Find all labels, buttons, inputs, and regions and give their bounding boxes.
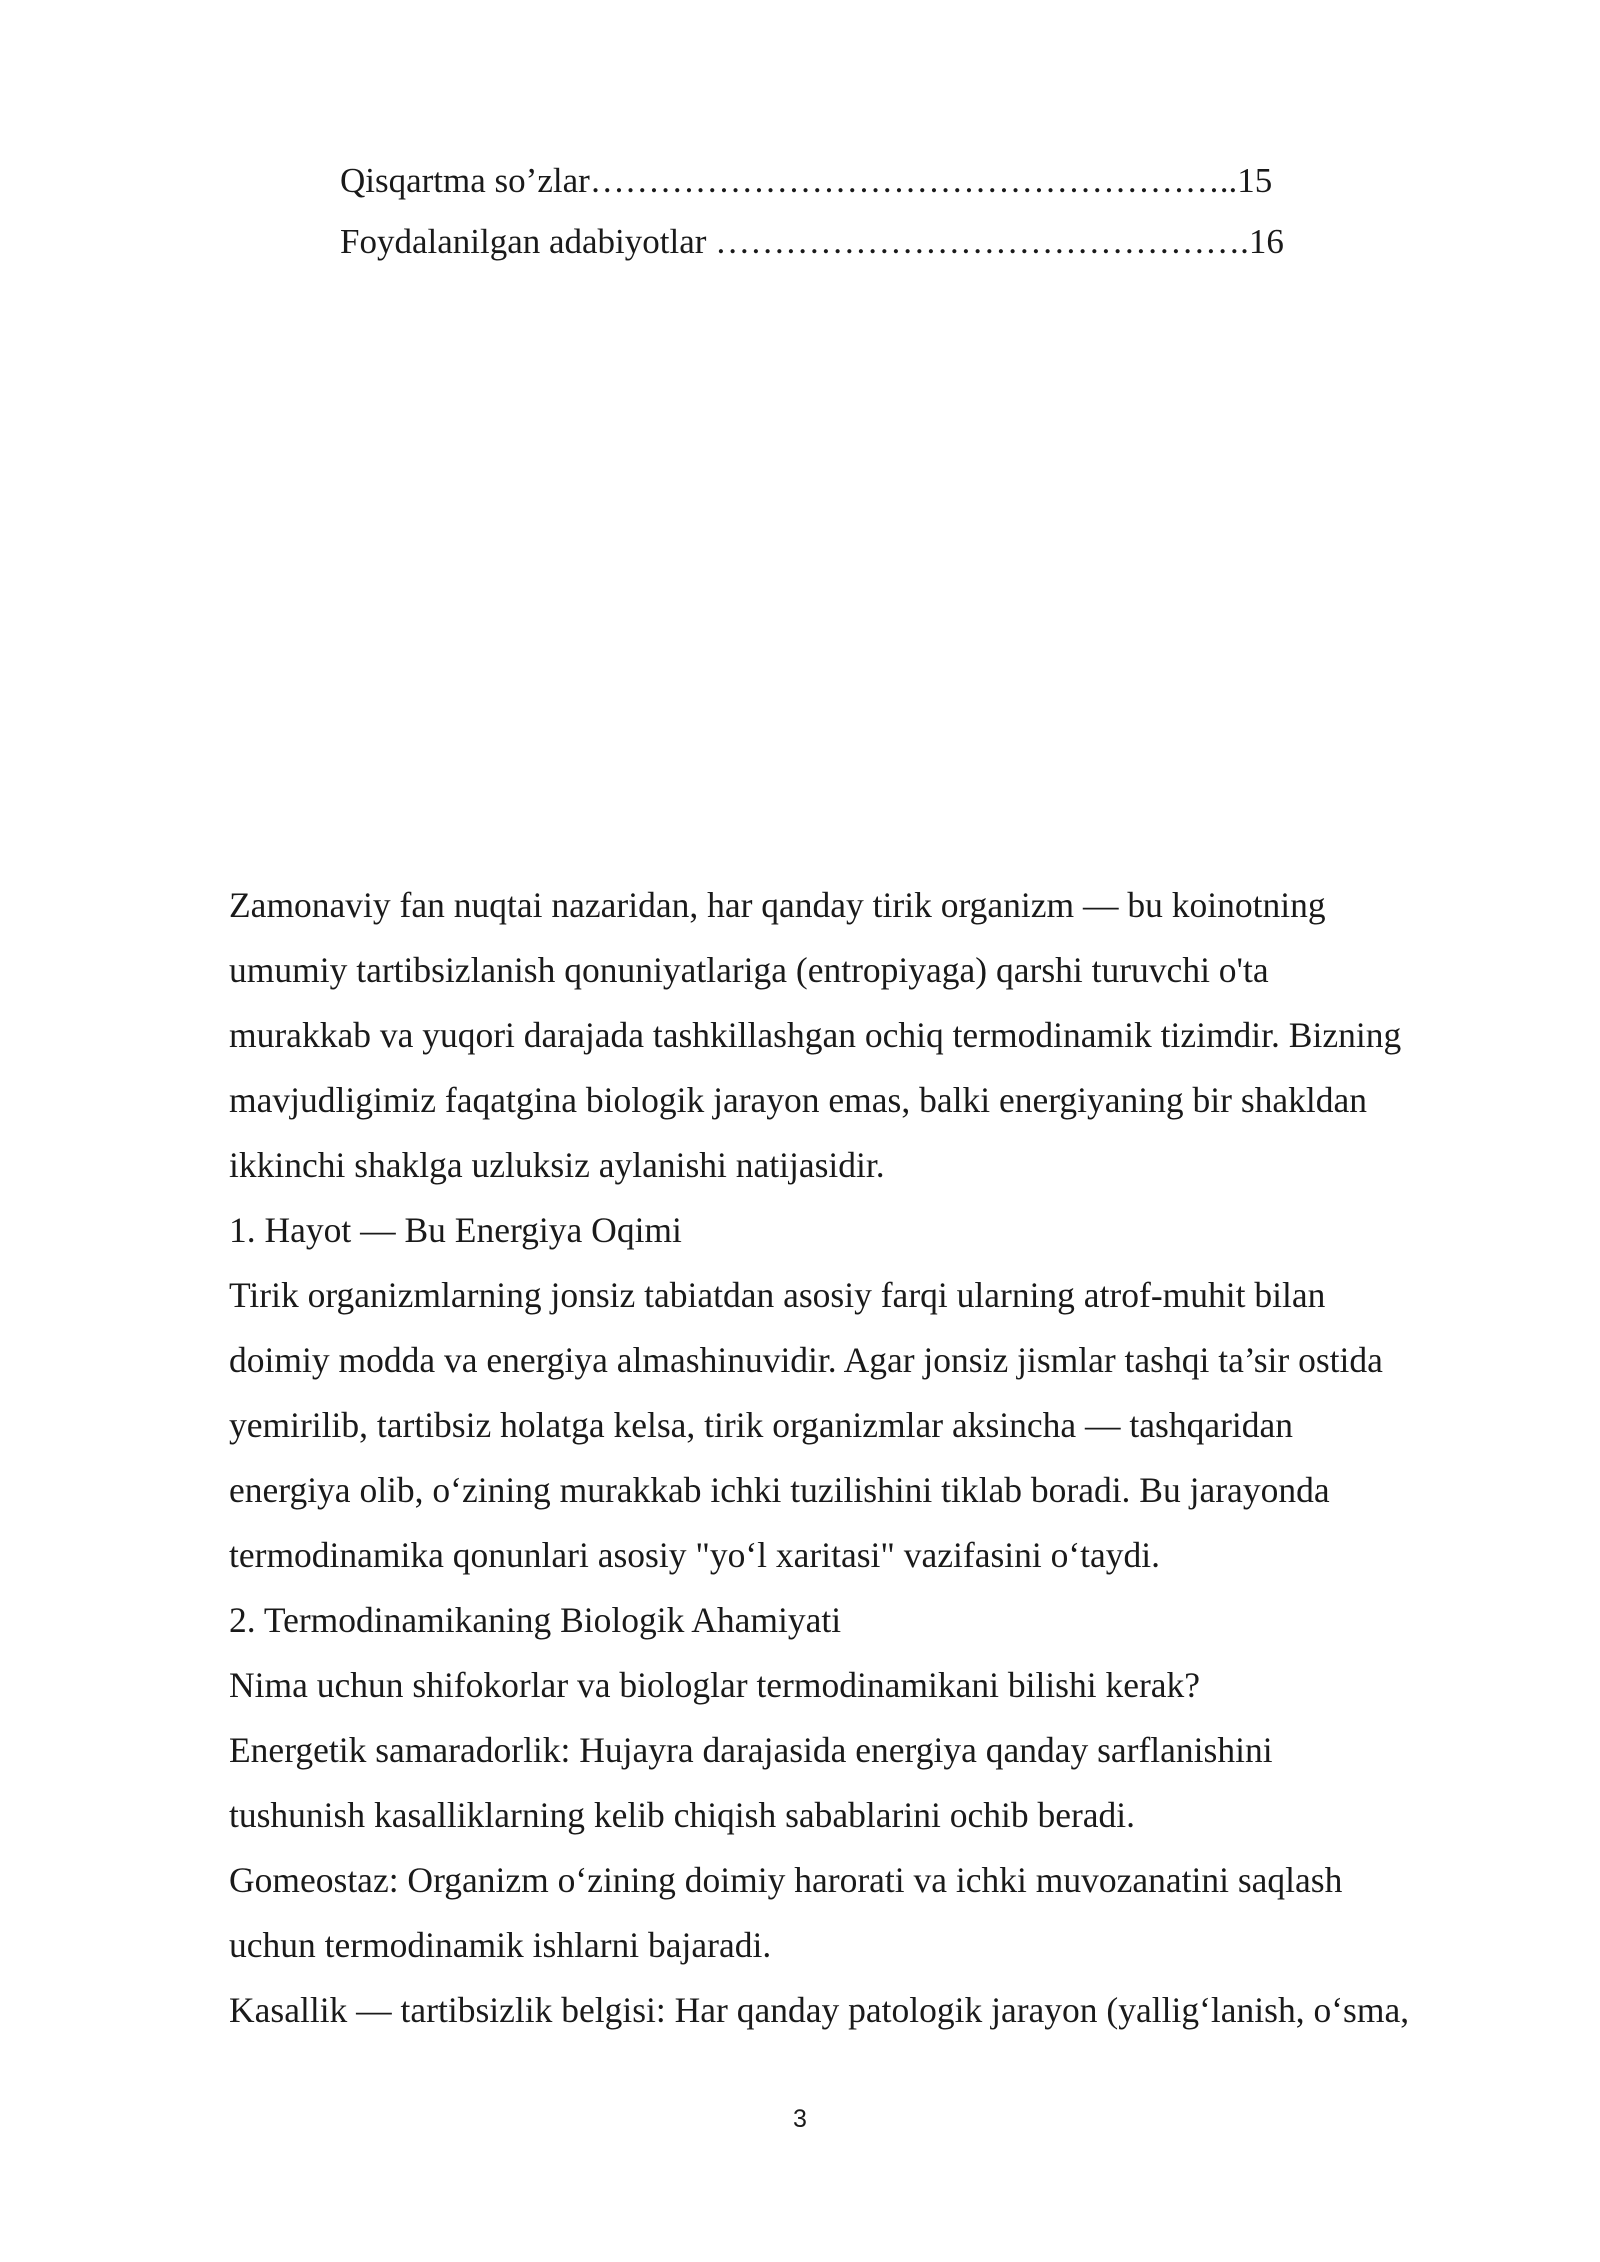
paragraph-line: yemirilib, tartibsiz holatga kelsa, tirik organizmlar aksincha — tashqaridan (229, 1405, 1294, 1445)
paragraph-line: murakkab va yuqori darajada tashkillashgan ochiq termodinamik tizimdir. Bizning (229, 1015, 1402, 1055)
paragraph-line: ikkinchi shaklga uzluksiz aylanishi natijasidir. (229, 1145, 885, 1185)
toc-entry-references: Foydalanilgan adabiyotlar ……………………………………….16 (340, 222, 1284, 261)
paragraph-line: Tirik organizmlarning jonsiz tabiatdan asosiy farqi ularning atrof-muhit bilan (229, 1275, 1326, 1315)
paragraph-line: Zamonaviy fan nuqtai nazaridan, har qanday tirik organizm — bu koinotning (229, 885, 1326, 925)
paragraph-line: uchun termodinamik ishlarni bajaradi. (229, 1925, 772, 1965)
paragraph-line: Energetik samaradorlik: Hujayra darajasida energiya qanday sarflanishini (229, 1730, 1273, 1770)
paragraph-line: Kasallik — tartibsizlik belgisi: Har qanday patologik jarayon (yallig‘lanish, o‘sma, (229, 1990, 1410, 2030)
table-of-contents (340, 150, 1400, 272)
body-text (229, 873, 1529, 2043)
paragraph-line: energiya olib, o‘zining murakkab ichki tuzilishini tiklab boradi. Bu jarayonda (229, 1470, 1330, 1510)
paragraph-line: termodinamika qonunlari asosiy "yo‘l xaritasi" vazifasini o‘taydi. (229, 1535, 1161, 1575)
paragraph-line: doimiy modda va energiya almashinuvidir. Agar jonsiz jismlar tashqi ta’sir ostida (229, 1340, 1383, 1380)
paragraph-line: Gomeostaz: Organizm o‘zining doimiy harorati va ichki muvozanatini saqlash (229, 1860, 1343, 1900)
section-heading-1: 1. Hayot — Bu Energiya Oqimi (229, 1210, 682, 1250)
toc-entry-abbreviations: Qisqartma so’zlar………………………………………………..15 (340, 161, 1273, 200)
section-heading-2: 2. Termodinamikaning Biologik Ahamiyati (229, 1600, 842, 1640)
paragraph-line: Nima uchun shifokorlar va biologlar termodinamikani bilishi kerak? (229, 1665, 1201, 1705)
paragraph-line: umumiy tartibsizlanish qonuniyatlariga (entropiyaga) qarshi turuvchi o'ta (229, 950, 1269, 990)
paragraph-line: mavjudligimiz faqatgina biologik jarayon emas, balki energiyaning bir shakldan (229, 1080, 1368, 1120)
paragraph-line: tushunish kasalliklarning kelib chiqish sabablarini ochib beradi. (229, 1795, 1136, 1835)
page-number: 3 (793, 2105, 807, 2133)
